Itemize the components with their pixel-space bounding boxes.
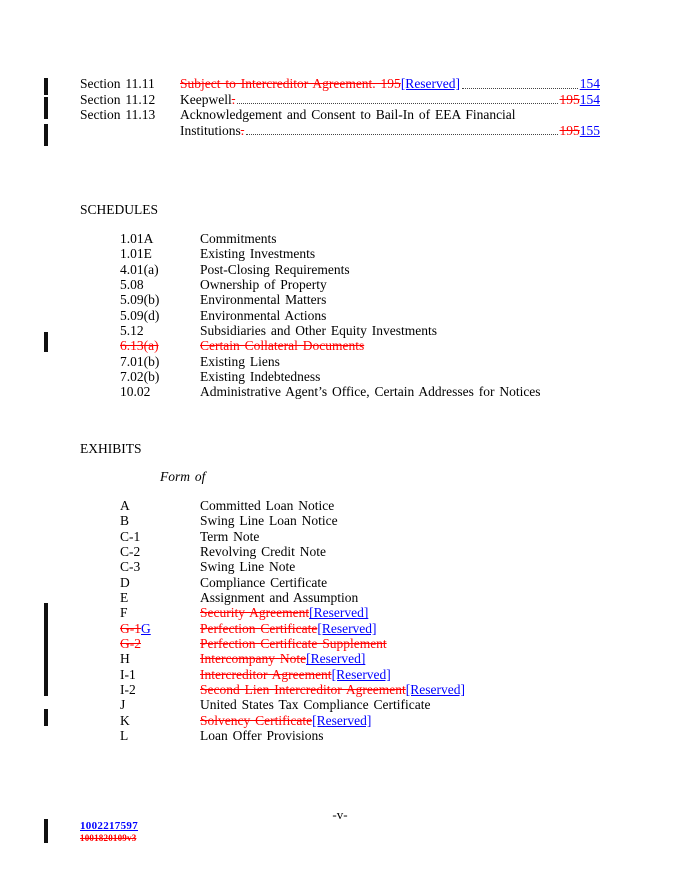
schedule-title: Existing Liens bbox=[200, 353, 280, 369]
toc-entry bbox=[180, 123, 600, 139]
schedule-title: Environmental Actions bbox=[200, 307, 327, 323]
inserted-section-title: [Reserved] bbox=[400, 76, 461, 91]
change-bar bbox=[44, 97, 48, 119]
exhibit-title bbox=[200, 667, 640, 682]
inserted-exhibit-title: [Reserved] bbox=[309, 605, 369, 621]
deleted-exhibit-title: Perfection Certificate Supplement bbox=[200, 636, 387, 652]
exhibit-title: Swing Line Loan Notice bbox=[200, 513, 338, 529]
exhibit-letter: I-1 bbox=[120, 666, 136, 682]
schedule-number: 7.02(b) bbox=[120, 369, 160, 385]
deleted-page-number: 195 bbox=[559, 91, 580, 107]
exhibit-row bbox=[120, 651, 640, 666]
exhibit-title bbox=[200, 636, 640, 651]
exhibit-title: Term Note bbox=[200, 528, 260, 544]
exhibit-title bbox=[200, 713, 640, 728]
exhibit-letter: K bbox=[120, 712, 130, 728]
deleted-section-title: Subject to Intercreditor Agreement. 195 bbox=[180, 76, 401, 91]
page-number: 154 bbox=[579, 76, 600, 91]
schedule-number: 7.01(b) bbox=[120, 353, 160, 369]
schedule-row bbox=[120, 338, 640, 353]
schedule-title: Existing Indebtedness bbox=[200, 369, 321, 385]
dot-leader bbox=[237, 103, 557, 104]
exhibit-row bbox=[120, 713, 640, 728]
deleted-page-number: 195 bbox=[559, 122, 580, 138]
deleted-exhibit-title: Second Lien Intercreditor Agreement bbox=[200, 682, 406, 698]
section-title: Keepwell bbox=[180, 91, 232, 107]
exhibit-row bbox=[120, 697, 640, 712]
change-bar bbox=[44, 124, 48, 146]
exhibit-letter: B bbox=[120, 513, 130, 529]
section-number: Section 11.11 bbox=[80, 76, 155, 91]
exhibit-row bbox=[120, 636, 640, 651]
schedule-row bbox=[120, 308, 640, 323]
page-number-label: -v- bbox=[332, 807, 348, 822]
deleted-punctuation: . bbox=[231, 91, 236, 107]
schedule-title: Existing Investments bbox=[200, 246, 316, 262]
schedule-title: Commitments bbox=[200, 231, 277, 246]
exhibit-title bbox=[200, 682, 640, 697]
schedule-number: 4.01(a) bbox=[120, 261, 159, 277]
exhibit-row bbox=[120, 605, 640, 620]
schedule-number: 1.01A bbox=[120, 231, 154, 246]
schedule-title: Certain Collateral Documents bbox=[200, 338, 365, 354]
exhibit-title: Assignment and Assumption bbox=[200, 590, 359, 606]
inserted-exhibit-title: [Reserved] bbox=[317, 620, 377, 636]
schedule-row bbox=[120, 277, 640, 292]
exhibit-title bbox=[200, 605, 640, 620]
inserted-exhibit-title: [Reserved] bbox=[306, 651, 366, 667]
form-of-label: Form of bbox=[160, 469, 206, 484]
change-bar bbox=[44, 332, 48, 352]
exhibit-row bbox=[120, 728, 640, 743]
inserted-exhibit-title: [Reserved] bbox=[312, 712, 372, 728]
exhibits-list bbox=[120, 498, 640, 744]
exhibit-title: Swing Line Note bbox=[200, 559, 296, 575]
exhibit-title: United States Tax Compliance Certificate bbox=[200, 697, 431, 713]
page-number: 154 bbox=[579, 91, 600, 107]
change-bar bbox=[44, 78, 48, 95]
section-title-line1: Acknowledgement and Consent to Bail-In of EEA Financial bbox=[180, 107, 516, 123]
deleted-exhibit-letter: G-2 bbox=[120, 636, 141, 652]
section-title-line2: Institutions bbox=[180, 122, 241, 138]
exhibit-letter: C-2 bbox=[120, 544, 141, 560]
exhibit-letter bbox=[120, 636, 200, 651]
exhibit-row bbox=[120, 529, 640, 544]
schedule-title: Post-Closing Requirements bbox=[200, 261, 350, 277]
change-bar bbox=[44, 603, 48, 696]
schedule-title: Administrative Agent’s Office, Certain Addresses for Notices bbox=[200, 384, 541, 400]
toc-entry bbox=[180, 76, 600, 92]
exhibit-row bbox=[120, 498, 640, 513]
exhibit-letter: I-2 bbox=[120, 682, 136, 698]
schedule-row bbox=[120, 369, 640, 384]
dot-leader bbox=[246, 134, 557, 135]
inserted-exhibit-letter: G bbox=[141, 620, 151, 636]
change-bar bbox=[44, 709, 48, 726]
schedules-heading: SCHEDULES bbox=[80, 202, 159, 217]
exhibit-row bbox=[120, 621, 640, 636]
schedule-row bbox=[120, 246, 640, 261]
deleted-exhibit-title: Solvency Certificate bbox=[200, 712, 313, 728]
exhibit-row bbox=[120, 575, 640, 590]
schedule-title: Environmental Matters bbox=[200, 292, 327, 308]
exhibit-title: Loan Offer Provisions bbox=[200, 728, 324, 744]
exhibit-title: Revolving Credit Note bbox=[200, 544, 326, 560]
inserted-exhibit-title: [Reserved] bbox=[405, 682, 466, 698]
section-number-spacer bbox=[80, 123, 180, 139]
exhibit-row bbox=[120, 513, 640, 528]
exhibits-heading: EXHIBITS bbox=[80, 441, 142, 456]
exhibit-letter: C-3 bbox=[120, 559, 141, 575]
toc-row bbox=[80, 107, 600, 123]
exhibit-row bbox=[120, 544, 640, 559]
deleted-exhibit-title: Intercompany Note bbox=[200, 651, 307, 667]
schedules-list bbox=[120, 231, 640, 400]
page-number: 155 bbox=[579, 122, 600, 138]
exhibit-row bbox=[120, 590, 640, 605]
schedule-row bbox=[120, 292, 640, 307]
toc-row bbox=[80, 76, 600, 92]
inserted-exhibit-title: [Reserved] bbox=[331, 666, 391, 682]
deleted-punctuation: . bbox=[240, 122, 245, 138]
toc-row bbox=[80, 123, 600, 139]
dot-leader bbox=[462, 88, 578, 89]
exhibit-title bbox=[200, 621, 640, 636]
deleted-exhibit-title: Intercreditor Agreement bbox=[200, 666, 332, 682]
schedule-number: 10.02 bbox=[120, 384, 151, 400]
deleted-exhibit-title: Perfection Certificate bbox=[200, 620, 318, 636]
exhibit-row bbox=[120, 667, 640, 682]
toc bbox=[80, 76, 600, 138]
exhibit-letter bbox=[120, 621, 200, 636]
schedule-number: 6.13(a) bbox=[120, 338, 159, 354]
exhibit-letter: L bbox=[120, 728, 129, 744]
toc-entry bbox=[180, 107, 600, 123]
section-number: Section 11.13 bbox=[80, 107, 156, 123]
schedule-row bbox=[120, 231, 640, 246]
exhibit-letter: E bbox=[120, 590, 129, 606]
doc-id-previous: 1001820109v3 bbox=[80, 833, 137, 843]
schedule-title: Subsidiaries and Other Equity Investments bbox=[200, 323, 437, 339]
deleted-exhibit-title: Security Agreement bbox=[200, 605, 310, 621]
schedule-number: 5.09(b) bbox=[120, 292, 160, 308]
exhibit-letter: C-1 bbox=[120, 528, 141, 544]
exhibit-title: Committed Loan Notice bbox=[200, 498, 335, 513]
exhibit-letter: F bbox=[120, 605, 128, 621]
exhibit-letter: D bbox=[120, 574, 130, 590]
exhibit-letter: J bbox=[120, 697, 126, 713]
toc-row bbox=[80, 92, 600, 108]
exhibit-title bbox=[200, 651, 640, 666]
schedule-row bbox=[120, 354, 640, 369]
exhibit-row bbox=[120, 559, 640, 574]
schedule-title: Ownership of Property bbox=[200, 277, 327, 293]
schedule-number: 1.01E bbox=[120, 246, 152, 262]
exhibit-row bbox=[120, 682, 640, 697]
exhibit-title: Compliance Certificate bbox=[200, 574, 328, 590]
schedule-row bbox=[120, 323, 640, 338]
exhibit-letter: H bbox=[120, 651, 130, 667]
section-number: Section 11.12 bbox=[80, 91, 156, 107]
schedule-row bbox=[120, 384, 640, 399]
exhibit-letter: A bbox=[120, 498, 130, 513]
schedule-number: 5.08 bbox=[120, 277, 144, 293]
schedule-number: 5.12 bbox=[120, 323, 144, 339]
document-id-stamp bbox=[80, 820, 138, 844]
doc-id-current: 1002217597 bbox=[80, 820, 138, 832]
schedule-number: 5.09(d) bbox=[120, 307, 160, 323]
schedule-row bbox=[120, 262, 640, 277]
deleted-exhibit-letter: G-1 bbox=[120, 620, 141, 636]
toc-entry bbox=[180, 92, 600, 108]
